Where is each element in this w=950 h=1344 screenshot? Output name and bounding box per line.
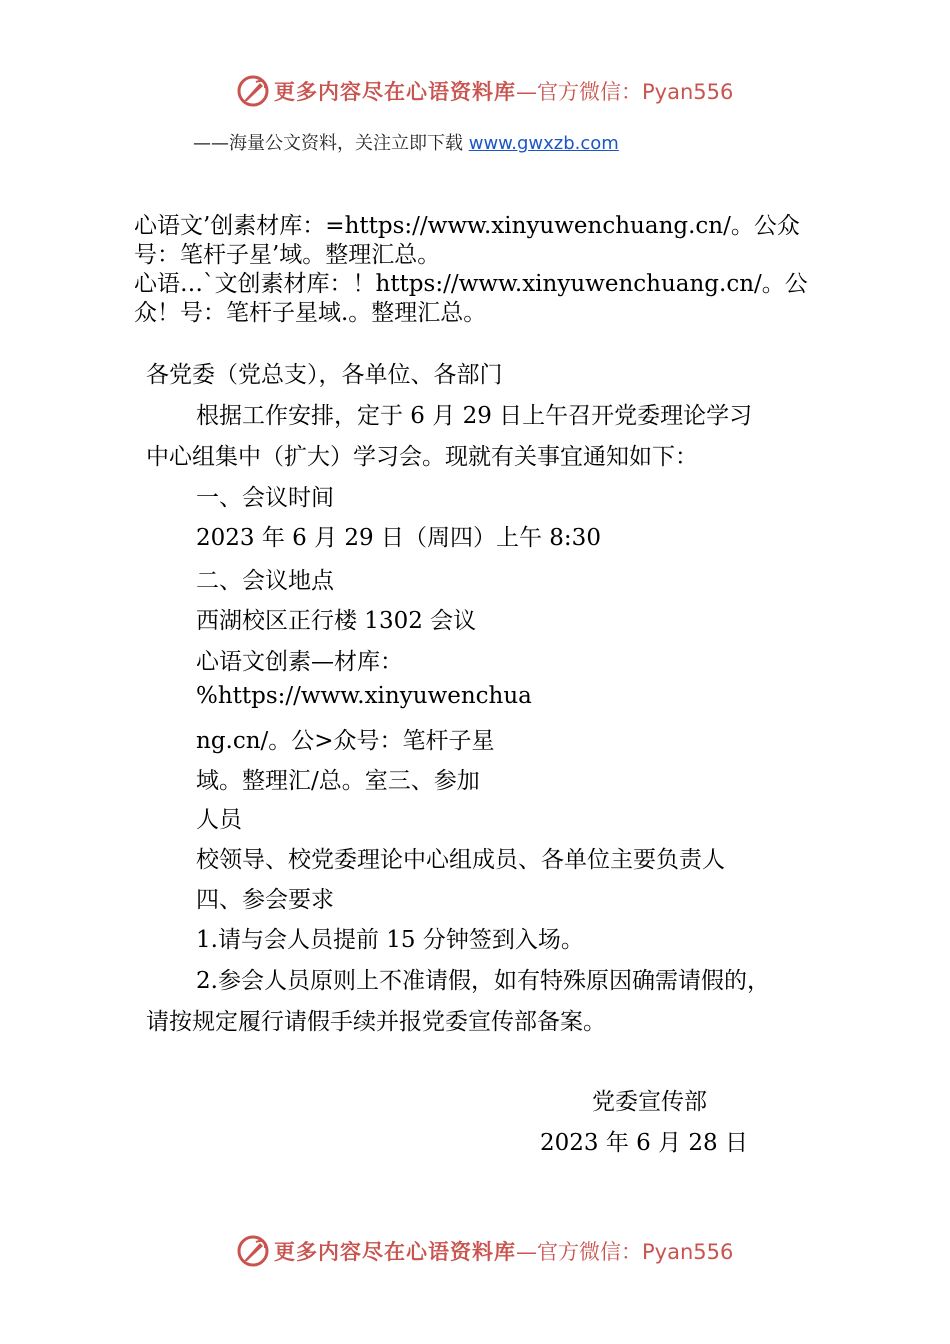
intro-line-2: 中心组集中（扩大）学习会。现就有关事宜通知如下： — [146, 444, 698, 470]
recipients: 各党委（党总支），各单位、各部门 — [146, 362, 503, 388]
mixed-line-5: 人员 — [196, 807, 242, 833]
watermark-line: 号：笔杆子星’域。整理汇总。 — [134, 242, 441, 268]
mixed-line-1: 心语文创素—材库： — [196, 649, 403, 675]
watermark-line: 心语文’创素材库：=https://www.xinyuwenchuang.cn/。公众 — [134, 213, 800, 239]
requirement-2b: 请按规定履行请假手续并报党委宣传部备案。 — [146, 1009, 606, 1035]
banner-wechat: —官方微信：Pyan556 — [516, 80, 734, 104]
footer-banner-wechat: —官方微信：Pyan556 — [516, 1240, 734, 1264]
requirement-2a: 2.参会人员原则上不准请假，如有特殊原因确需请假的， — [196, 968, 770, 994]
section-1-body: 2023 年 6 月 29 日（周四）上午 8:30 — [196, 525, 601, 551]
section-3-body: 校领导、校党委理论中心组成员、各单位主要负责人 — [196, 847, 725, 873]
mixed-line-2: %https://www.xinyuwenchua — [196, 683, 532, 709]
watermark-line: 众！号：笔杆子星域.。整理汇总。 — [134, 300, 487, 326]
header-tagline — [193, 129, 619, 155]
footer-banner-title: 更多内容尽在心语资料库 — [274, 1239, 516, 1264]
section-2-body: 西湖校区正行楼 1302 会议 — [196, 608, 477, 634]
footer-banner — [236, 1234, 733, 1268]
section-2-title: 二、会议地点 — [196, 568, 334, 594]
intro-line-1: 根据工作安排，定于 6 月 29 日上午召开党委理论学习 — [196, 403, 753, 429]
banner-title: 更多内容尽在心语资料库 — [274, 79, 516, 104]
watermark-line: 心语…`文创素材库：！https://www.xinyuwenchuang.cn/。公 — [134, 271, 808, 297]
watermark-block — [134, 212, 808, 328]
mixed-line-3: ng.cn/。公>众号：笔杆子星 — [196, 728, 495, 754]
signature-org: 党委宣传部 — [592, 1089, 707, 1115]
quill-logo-icon — [236, 74, 270, 108]
quill-logo-icon — [236, 1234, 270, 1268]
tagline-link[interactable]: www.gwxzb.com — [468, 133, 619, 154]
requirement-1: 1.请与会人员提前 15 分钟签到入场。 — [196, 927, 584, 953]
section-1-title: 一、会议时间 — [196, 485, 334, 511]
header-banner — [236, 74, 733, 108]
signature-date: 2023 年 6 月 28 日 — [540, 1130, 748, 1156]
section-4-title: 四、参会要求 — [196, 887, 334, 913]
mixed-line-4: 域。整理汇/总。室三、参加 — [196, 768, 480, 794]
tagline-text: ——海量公文资料，关注立即下载 — [193, 133, 463, 154]
